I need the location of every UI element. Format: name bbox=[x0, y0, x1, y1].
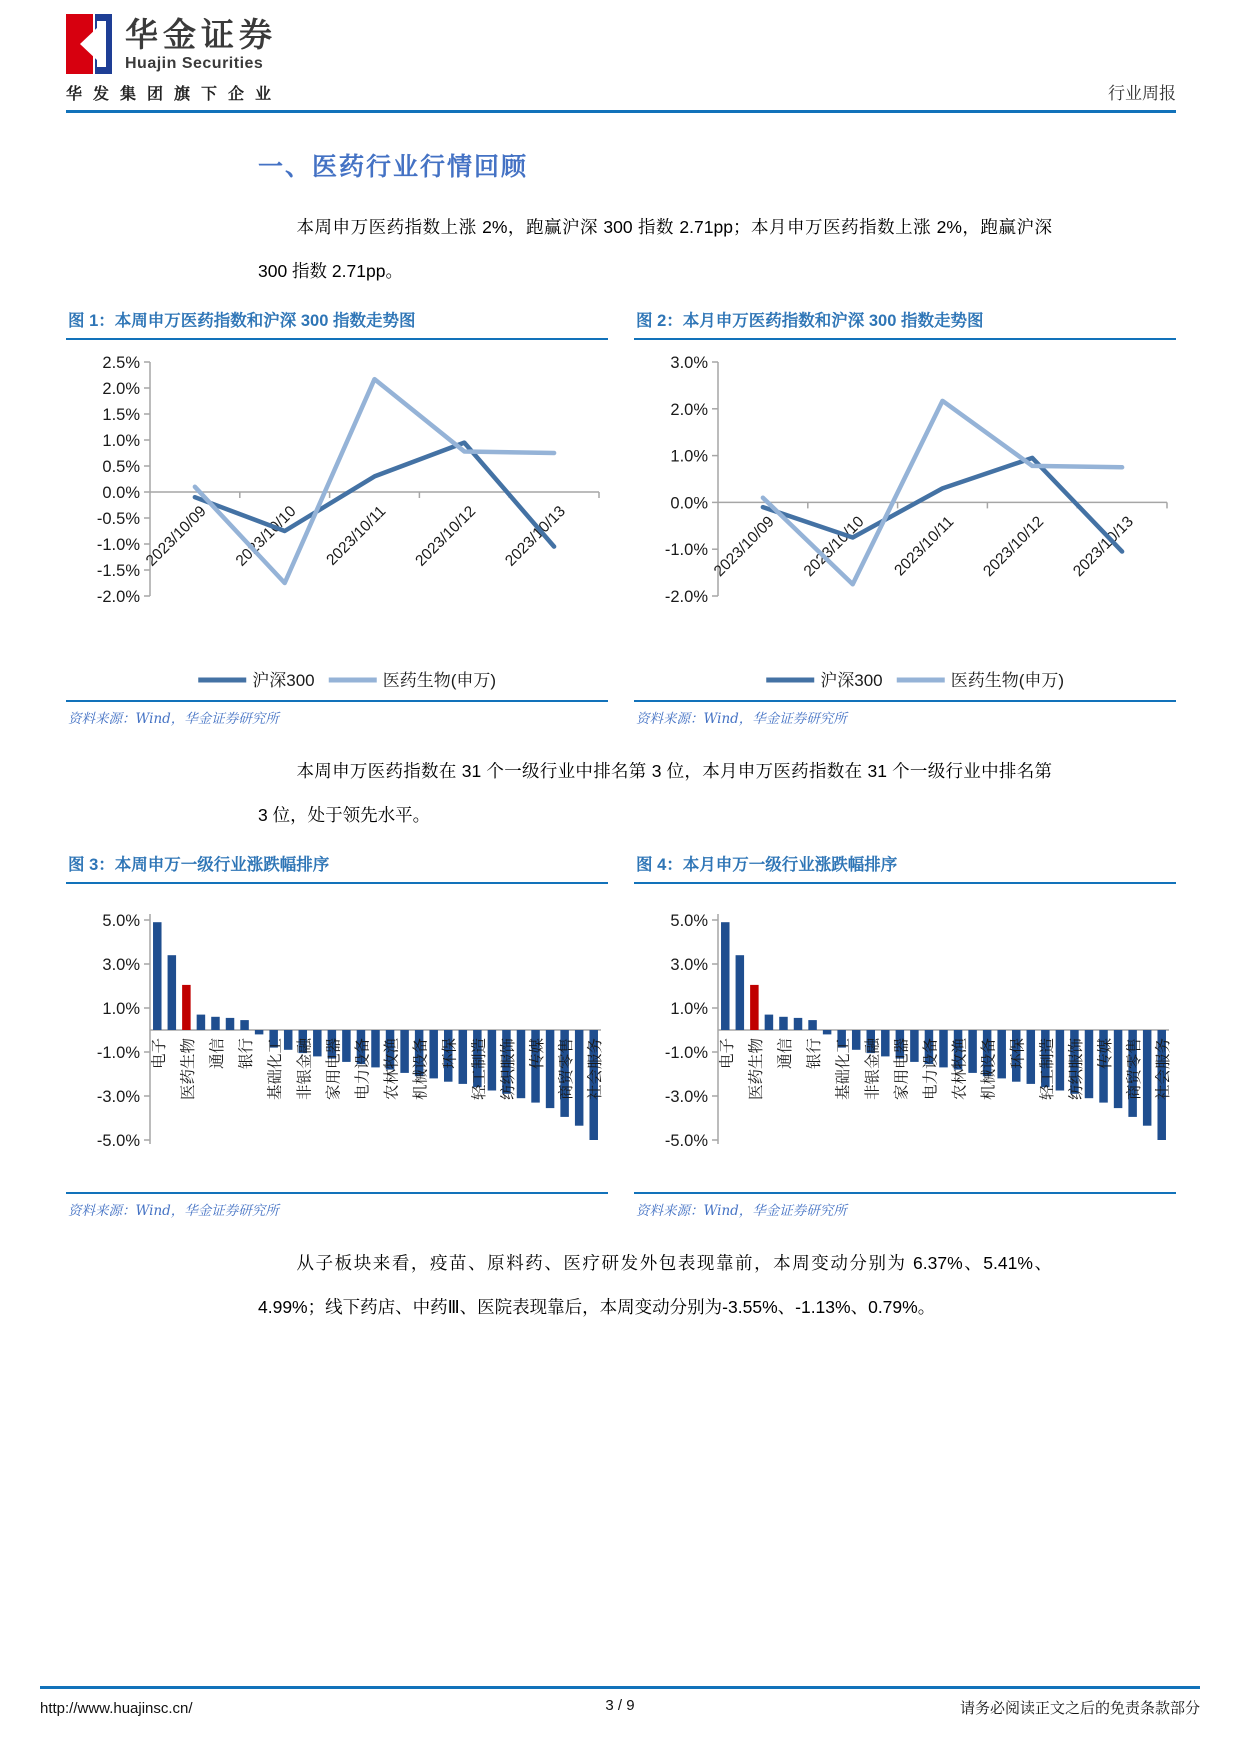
svg-text:2.5%: 2.5% bbox=[102, 354, 140, 372]
svg-text:轻工制造: 轻工制造 bbox=[470, 1038, 488, 1101]
group-subtitle: 华发集团旗下企业 bbox=[66, 86, 283, 103]
svg-text:3.0%: 3.0% bbox=[670, 354, 708, 372]
paragraph-1: 本周申万医药指数上涨 2%，跑赢沪深 300 指数 2.71pp；本月申万医药指数上涨 2%，跑赢沪深 300 指数 2.71pp。 bbox=[258, 217, 1052, 281]
svg-text:基础化工: 基础化工 bbox=[835, 1038, 853, 1101]
svg-text:医药生物(申万): 医药生物(申万) bbox=[382, 671, 497, 690]
svg-text:环保: 环保 bbox=[441, 1038, 459, 1070]
figure-row-1 bbox=[66, 307, 1176, 727]
svg-text:2023/10/11: 2023/10/11 bbox=[891, 513, 958, 580]
fig3-source: 资料来源：Wind，华金证券研究所 bbox=[66, 1192, 608, 1219]
svg-text:-0.5%: -0.5% bbox=[96, 510, 140, 528]
fig3-bar-chart bbox=[66, 890, 608, 1190]
fig4-title: 图 4：本月申万一级行业涨跌幅排序 bbox=[634, 851, 1176, 884]
svg-text:1.0%: 1.0% bbox=[102, 1000, 140, 1018]
svg-text:传媒: 传媒 bbox=[529, 1038, 547, 1070]
svg-text:2023/10/13: 2023/10/13 bbox=[502, 502, 569, 570]
svg-text:商贸零售: 商贸零售 bbox=[558, 1038, 576, 1101]
svg-text:医药生物(申万): 医药生物(申万) bbox=[950, 671, 1065, 690]
section-title: 一、医药行业行情回顾 bbox=[258, 153, 529, 181]
svg-text:电子: 电子 bbox=[150, 1038, 168, 1070]
figure-3 bbox=[66, 851, 608, 1219]
footer-url-link[interactable]: http://www.huajinsc.cn/ bbox=[40, 1700, 193, 1717]
fig4-bar-chart bbox=[634, 890, 1176, 1190]
svg-text:0.0%: 0.0% bbox=[670, 494, 708, 513]
svg-text:社会服务: 社会服务 bbox=[1155, 1038, 1173, 1101]
svg-text:纺织服饰: 纺织服饰 bbox=[1067, 1038, 1085, 1101]
report-type-label: 行业周报 bbox=[1108, 84, 1176, 103]
svg-text:5.0%: 5.0% bbox=[670, 912, 708, 930]
huajin-logo bbox=[66, 14, 277, 74]
svg-text:纺织服饰: 纺织服饰 bbox=[499, 1038, 517, 1101]
svg-text:机械设备: 机械设备 bbox=[412, 1038, 430, 1101]
fig2-title: 图 2：本月申万医药指数和沪深 300 指数走势图 bbox=[634, 307, 1176, 340]
svg-text:基础化工: 基础化工 bbox=[267, 1038, 285, 1101]
svg-text:电子: 电子 bbox=[718, 1038, 736, 1070]
svg-text:1.0%: 1.0% bbox=[670, 447, 708, 466]
svg-text:0.5%: 0.5% bbox=[102, 458, 140, 476]
svg-text:沪深300: 沪深300 bbox=[820, 671, 883, 690]
fig2-svg bbox=[634, 346, 1176, 698]
fig3-title: 图 3：本周申万一级行业涨跌幅排序 bbox=[66, 851, 608, 884]
paragraph-3: 从子板块来看，疫苗、原料药、医疗研发外包表现靠前，本周变动分别为 6.37%、5.41%、4.99%；线下药店、中药Ⅲ、医院表现靠后，本周变动分别为-3.55%、-1.13%、0.79%。 bbox=[258, 1253, 1052, 1317]
svg-text:-2.0%: -2.0% bbox=[664, 588, 708, 606]
svg-text:2023/10/12: 2023/10/12 bbox=[412, 502, 480, 570]
figure-2 bbox=[634, 307, 1176, 727]
svg-text:通信: 通信 bbox=[776, 1038, 794, 1070]
svg-text:-1.0%: -1.0% bbox=[96, 536, 140, 554]
header-rule bbox=[66, 110, 1176, 113]
svg-text:3.0%: 3.0% bbox=[102, 956, 140, 974]
fig4-svg bbox=[634, 890, 1176, 1190]
fig1-svg bbox=[66, 346, 608, 698]
svg-text:银行: 银行 bbox=[806, 1038, 824, 1070]
svg-text:家用电器: 家用电器 bbox=[325, 1038, 343, 1101]
page-header bbox=[66, 0, 1176, 113]
svg-text:3.0%: 3.0% bbox=[670, 956, 708, 974]
svg-text:-3.0%: -3.0% bbox=[664, 1088, 708, 1106]
svg-text:2023/10/09: 2023/10/09 bbox=[710, 513, 778, 581]
logo-en-text: Huajin Securities bbox=[125, 54, 264, 72]
svg-text:农林牧渔: 农林牧渔 bbox=[951, 1038, 969, 1101]
svg-text:1.5%: 1.5% bbox=[102, 406, 140, 424]
svg-text:农林牧渔: 农林牧渔 bbox=[383, 1038, 401, 1101]
figure-4 bbox=[634, 851, 1176, 1219]
svg-text:2023/10/10: 2023/10/10 bbox=[800, 513, 868, 581]
svg-text:商贸零售: 商贸零售 bbox=[1126, 1038, 1144, 1101]
svg-text:2023/10/11: 2023/10/11 bbox=[323, 502, 390, 569]
svg-text:电力设备: 电力设备 bbox=[922, 1038, 940, 1101]
svg-text:非银金融: 非银金融 bbox=[296, 1038, 314, 1101]
svg-text:2023/10/12: 2023/10/12 bbox=[980, 513, 1048, 581]
svg-text:通信: 通信 bbox=[208, 1038, 226, 1070]
svg-text:-3.0%: -3.0% bbox=[96, 1088, 140, 1106]
fig1-line-chart bbox=[66, 346, 608, 698]
figure-row-2 bbox=[66, 851, 1176, 1219]
svg-text:机械设备: 机械设备 bbox=[980, 1038, 998, 1101]
svg-text:-2.0%: -2.0% bbox=[96, 588, 140, 606]
svg-text:-5.0%: -5.0% bbox=[96, 1132, 140, 1150]
svg-text:1.0%: 1.0% bbox=[102, 432, 140, 450]
svg-text:2023/10/13: 2023/10/13 bbox=[1070, 513, 1137, 581]
svg-text:-1.0%: -1.0% bbox=[96, 1044, 140, 1062]
svg-text:-5.0%: -5.0% bbox=[664, 1132, 708, 1150]
svg-text:医药生物: 医药生物 bbox=[747, 1038, 765, 1101]
svg-text:1.0%: 1.0% bbox=[670, 1000, 708, 1018]
fig1-title: 图 1：本周申万医药指数和沪深 300 指数走势图 bbox=[66, 307, 608, 340]
figure-1 bbox=[66, 307, 608, 727]
fig2-source: 资料来源：Wind，华金证券研究所 bbox=[634, 700, 1176, 727]
svg-text:0.0%: 0.0% bbox=[102, 484, 140, 502]
footer-disclaimer: 请务必阅读正文之后的免责条款部分 bbox=[959, 1700, 1200, 1717]
svg-text:沪深300: 沪深300 bbox=[252, 671, 315, 690]
page-footer bbox=[40, 1686, 1200, 1718]
fig2-line-chart bbox=[634, 346, 1176, 698]
huajin-logo-icon bbox=[66, 14, 112, 74]
svg-text:社会服务: 社会服务 bbox=[587, 1038, 605, 1101]
svg-text:2023/10/10: 2023/10/10 bbox=[232, 502, 300, 570]
fig3-svg bbox=[66, 890, 608, 1190]
svg-text:-1.5%: -1.5% bbox=[96, 562, 140, 580]
svg-text:银行: 银行 bbox=[238, 1038, 256, 1070]
svg-text:轻工制造: 轻工制造 bbox=[1038, 1038, 1056, 1101]
page-indicator: 3 / 9 bbox=[605, 1697, 635, 1714]
svg-text:家用电器: 家用电器 bbox=[893, 1038, 911, 1101]
svg-text:2023/10/09: 2023/10/09 bbox=[142, 502, 210, 570]
paragraph-2: 本周申万医药指数在 31 个一级行业中排名第 3 位，本月申万医药指数在 31 个一级行业中排名第 3 位，处于领先水平。 bbox=[258, 761, 1052, 825]
svg-text:-1.0%: -1.0% bbox=[664, 541, 708, 560]
svg-text:-1.0%: -1.0% bbox=[664, 1044, 708, 1062]
footer-rule bbox=[40, 1686, 1200, 1689]
svg-text:2.0%: 2.0% bbox=[670, 400, 708, 419]
svg-text:传媒: 传媒 bbox=[1097, 1038, 1115, 1070]
svg-text:2.0%: 2.0% bbox=[102, 380, 140, 398]
svg-text:医药生物: 医药生物 bbox=[179, 1038, 197, 1101]
svg-text:环保: 环保 bbox=[1009, 1038, 1027, 1070]
fig4-source: 资料来源：Wind，华金证券研究所 bbox=[634, 1192, 1176, 1219]
svg-text:电力设备: 电力设备 bbox=[354, 1038, 372, 1101]
fig1-source: 资料来源：Wind，华金证券研究所 bbox=[66, 700, 608, 727]
svg-text:非银金融: 非银金融 bbox=[864, 1038, 882, 1101]
logo-cn-text: 华金证券 bbox=[125, 16, 277, 53]
svg-text:5.0%: 5.0% bbox=[102, 912, 140, 930]
